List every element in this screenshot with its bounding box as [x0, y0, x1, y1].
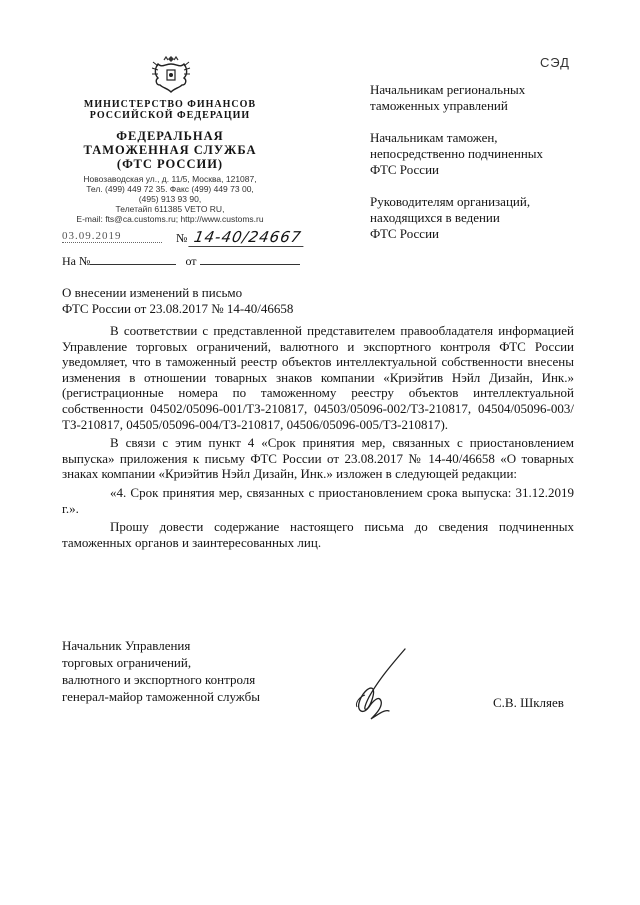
addressee-line: находящихся в ведении: [370, 210, 500, 225]
handwritten-signature: [345, 645, 415, 725]
signer-position-line: генерал-майор таможенной службы: [62, 689, 260, 704]
document-number: [176, 228, 306, 247]
service-name: [60, 129, 280, 171]
addressee-line: таможенных управлений: [370, 98, 508, 113]
contact-line: E-mail: fts@ca.customs.ru; http://www.customs.ru: [76, 214, 264, 224]
body-paragraph: В связи с этим пункт 4 «Срок принятия мер, связанных с приостановлением выпуска» приложения к письму ФТС России от 23.08.2017 № 14-40/46658 «О товарных знаках компании «Криэйтив Нэйл Дизайн, Инк.» изложен в следующей редакции:: [62, 435, 574, 482]
reference-number-blank: [90, 252, 176, 265]
contact-line: (495) 913 93 90,: [138, 194, 202, 204]
reference-date-blank: [200, 252, 300, 265]
reference-label: На №: [62, 254, 91, 268]
addressee-line: ФТС России: [370, 162, 439, 177]
addressee-block: [370, 194, 610, 242]
signer-position-line: торговых ограничений,: [62, 655, 192, 670]
service-line: ФЕДЕРАЛЬНАЯ: [116, 129, 224, 143]
letter-body: [62, 323, 574, 553]
service-line: (ФТС РОССИИ): [116, 157, 224, 171]
body-paragraph: «4. Срок принятия мер, связанных с приостановлением срока выпуска: 31.12.2019 г.».: [62, 484, 574, 516]
reference-from-label: от: [185, 254, 197, 268]
body-paragraph: Прошу довести содержание настоящего письма до сведения подчиненных таможенных органов и заинтересованных лиц.: [62, 519, 574, 550]
addressee-block: [370, 82, 610, 114]
ministry-line: РОССИЙСКОЙ ФЕДЕРАЦИИ: [89, 110, 251, 121]
contact-line: Телетайп 611385 VETO RU,: [115, 204, 225, 214]
addressee-line: Начальникам таможен,: [370, 130, 498, 145]
contact-details: [60, 174, 280, 224]
subject-line: ФТС России от 23.08.2017 № 14-40/46658: [62, 301, 294, 316]
reference-line: [62, 252, 300, 269]
contact-line: Новозаводская ул., д. 11/5, Москва, 121087,: [83, 174, 257, 184]
sed-mark: СЭД: [540, 55, 570, 70]
addressee-line: Начальникам региональных: [370, 82, 526, 97]
signer-position: [62, 637, 322, 705]
subject-line: О внесении изменений в письмо: [62, 285, 243, 300]
contact-line: Тел. (499) 449 72 35. Факс (499) 449 73 00,: [86, 184, 254, 194]
number-prefix: №: [176, 231, 188, 245]
document-date-value: 03.09.2019: [62, 230, 162, 243]
addressee-line: непосредственно подчиненных: [370, 146, 544, 161]
addressee-line: ФТС России: [370, 226, 439, 241]
signer-position-line: Начальник Управления: [62, 638, 191, 653]
letter-subject: [62, 285, 362, 317]
document-date: [62, 230, 162, 243]
coat-of-arms-emblem: [150, 52, 192, 96]
body-paragraph: В соответствии с представленной представителем правообладателя информацией Управление торговых ограничений, валютного и экспортного контроля ФТС России уведомляет, что в таможенный реестр объектов интеллектуальной собственности внесены изменения в отношении товарных знаков компании «Криэйтив Нэйл Дизайн, Инк.» (регистрационные номера по таможенному реестру объектов интеллектуальной собственности 04502/05096-001/ТЗ-210817, 04503/05096-002/ТЗ-210817, 04504/05096-003/ТЗ-210817, 04505/05096-004/ТЗ-210817, 04506/05096-005/ТЗ-210817).: [62, 323, 574, 432]
document-number-value: 14-40/24667: [189, 228, 308, 247]
addressee-block: [370, 130, 610, 178]
ministry-name: [60, 99, 280, 121]
addressee-line: Руководителям организаций,: [370, 194, 531, 209]
signer-name: С.В. Шкляев: [493, 695, 564, 710]
signer-position-line: валютного и экспортного контроля: [62, 672, 256, 687]
service-line: ТАМОЖЕННАЯ СЛУЖБА: [83, 143, 257, 157]
addressees: [370, 82, 610, 258]
ministry-line: МИНИСТЕРСТВО ФИНАНСОВ: [83, 99, 257, 110]
